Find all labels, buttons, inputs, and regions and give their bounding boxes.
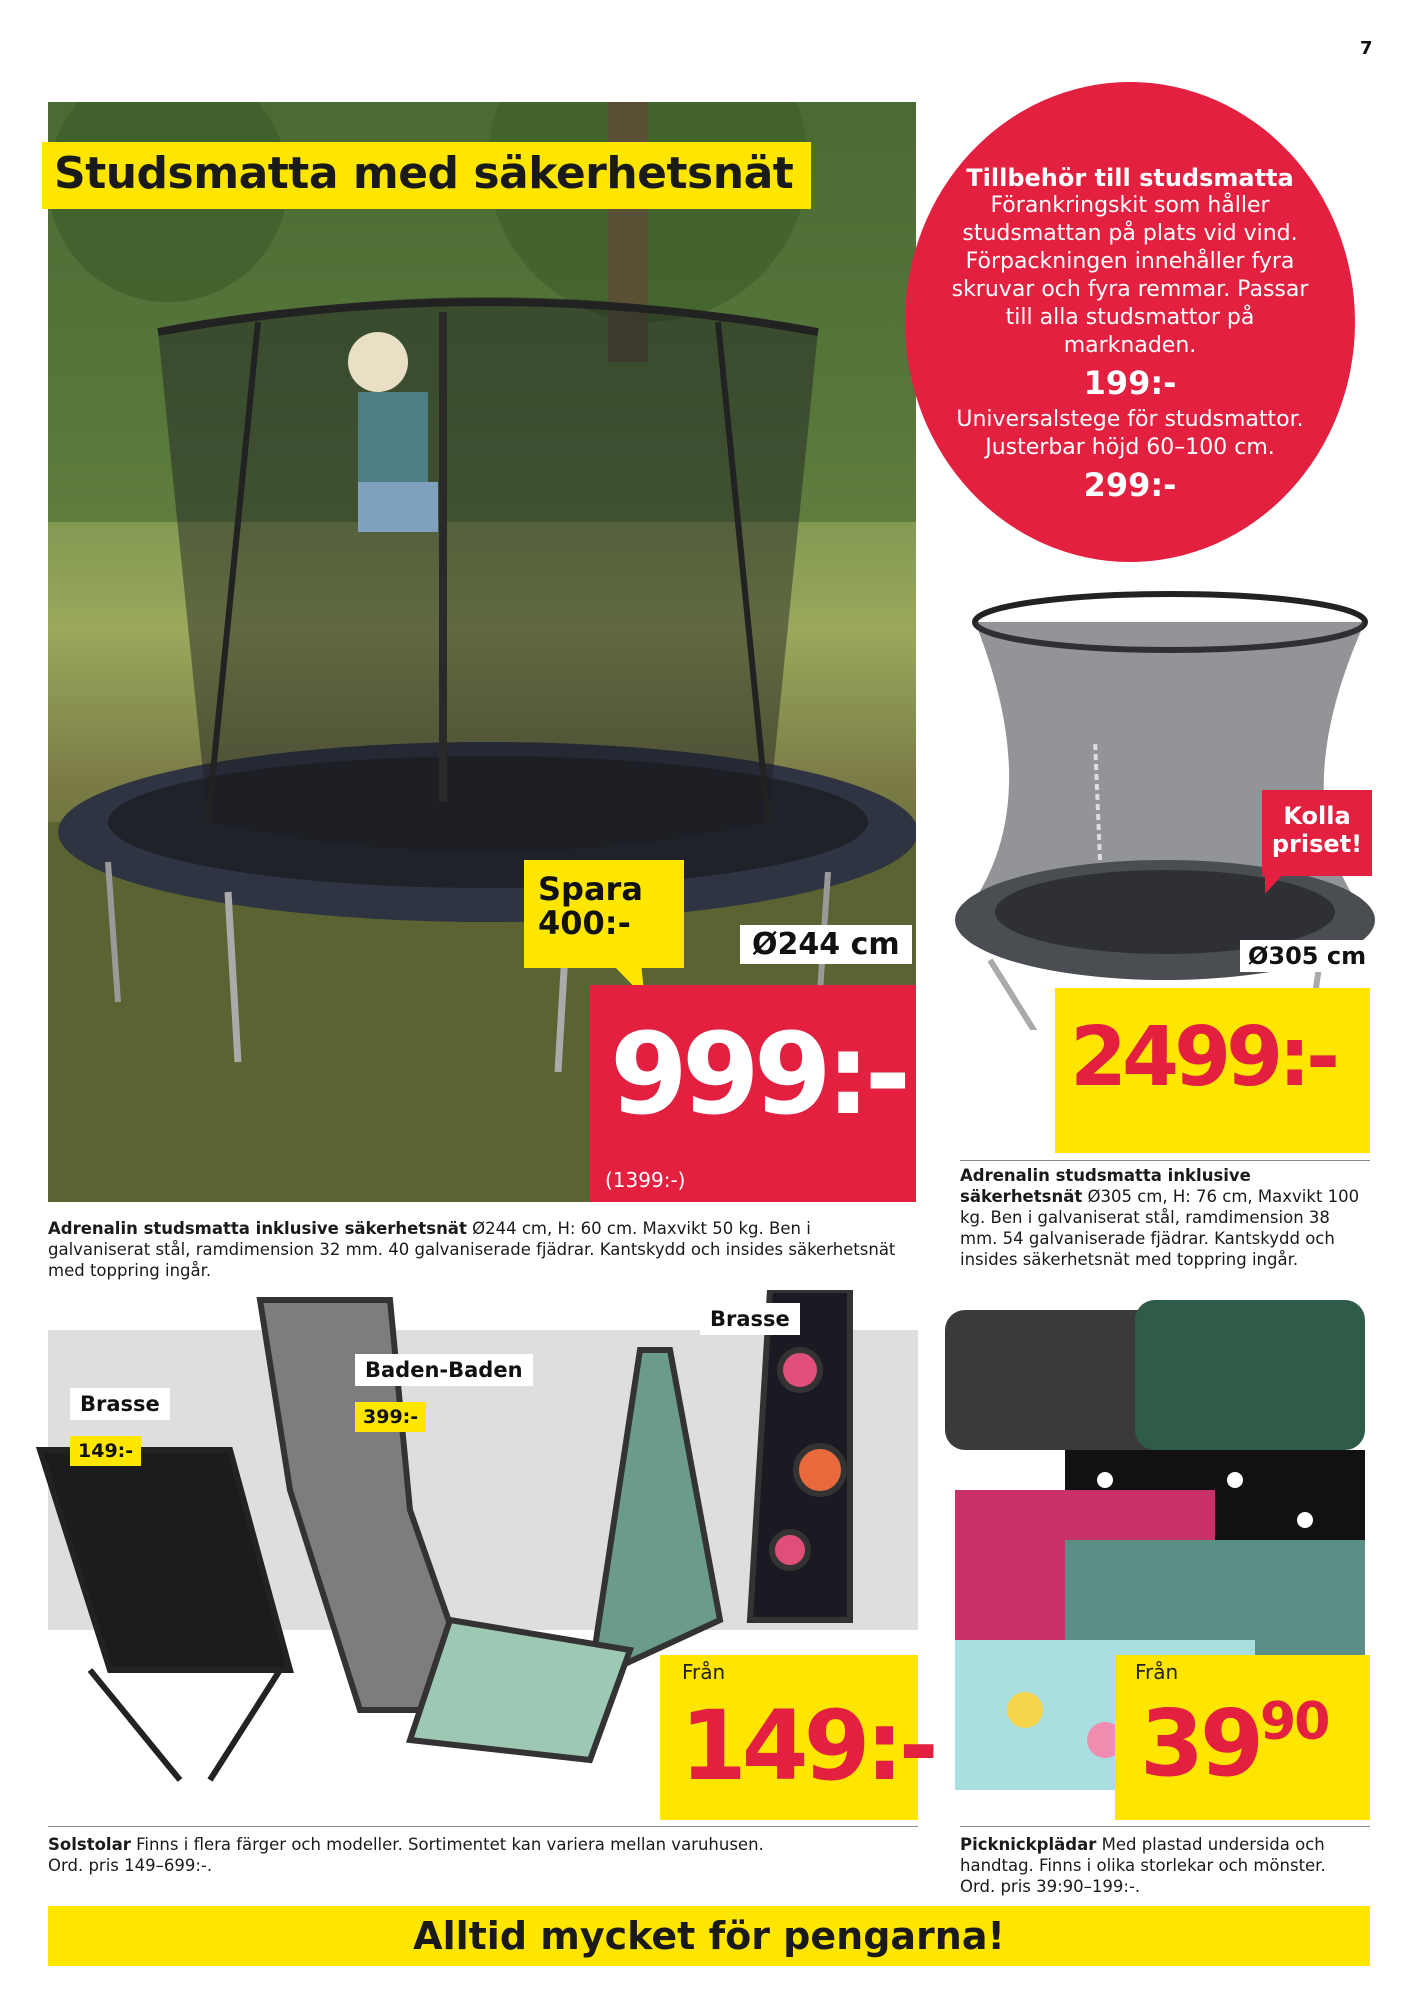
check-price-badge-tail (1265, 870, 1287, 894)
trampoline-305-description (960, 1165, 1360, 1270)
picnic-price-main: 39 (1140, 1690, 1261, 1797)
divider (960, 1826, 1370, 1827)
chair-label-baden-baden: Baden-Baden (355, 1354, 533, 1386)
diameter-244: Ø244 cm (740, 925, 912, 964)
picnic-price (1140, 1690, 1328, 1797)
chair-price-brasse-1: 149:- (70, 1436, 141, 1466)
picnic-ordinary-price: Ord. pris 39:90–199:-. (960, 1877, 1141, 1896)
chairs-price: 149:- (680, 1690, 934, 1802)
divider (960, 1160, 1370, 1161)
page-number: 7 (1360, 38, 1373, 59)
check-price-badge: Kolla priset! (1262, 790, 1372, 876)
trampoline-244-desc-body: Ø244 cm, H: 60 cm. Maxvikt 50 kg. Ben i galvaniserat stål, ramdimension 32 mm. 40 galvaniserade fjädrar. Kantskydd och insides säkerhetsnät med toppring ingår. (48, 1219, 896, 1280)
picnic-from-label: Från (1135, 1660, 1179, 1684)
chair-price-baden-baden: 399:- (355, 1402, 426, 1432)
ordinary-price-244: (1399:-) (605, 1168, 686, 1192)
trampoline-244-desc-title: Adrenalin studsmatta inklusive säkerhetsnät (48, 1219, 467, 1238)
chairs-desc-title: Solstolar (48, 1835, 131, 1854)
picnic-desc-body: Med plastad undersida och handtag. Finns i olika storlekar och mönster. (960, 1835, 1326, 1875)
anchor-kit-text: Förankringskit som håller studsmattan på plats vid vind. Förpackningen innehåller fyra skruvar och fyra remmar. Passar till alla studsmattor på marknaden. (951, 193, 1309, 358)
picnic-price-cents: 90 (1260, 1692, 1329, 1752)
anchor-kit-price: 199:- (1083, 364, 1177, 402)
headline: Studsmatta med säkerhetsnät (42, 142, 811, 209)
picnic-description (960, 1834, 1360, 1897)
chair-label-brasse-2: Brasse (700, 1303, 800, 1335)
chair-label-brasse-1: Brasse (70, 1388, 170, 1420)
trampoline-305-desc-body: Ø305 cm, H: 76 cm, Maxvikt 100 kg. Ben i galvaniserat stål, ramdimension 38 mm. 54 galvaniserade fjädrar. Kantskydd och insides säkerhetsnät med toppring ingår. (960, 1187, 1360, 1269)
chairs-ordinary-price: Ord. pris 149–699:-. (48, 1856, 213, 1875)
trampoline-305-desc-title: Adrenalin studsmatta inklusive säkerhetsnät (960, 1166, 1251, 1206)
ladder-price: 299:- (1083, 466, 1177, 504)
chairs-description (48, 1834, 918, 1876)
footer-slogan: Alltid mycket för pengarna! (48, 1906, 1370, 1966)
accessories-title: Tillbehör till studsmatta (966, 164, 1294, 192)
chairs-desc-body: Finns i flera färger och modeller. Sortimentet kan variera mellan varuhusen. (130, 1835, 764, 1854)
divider (48, 1826, 918, 1827)
accessories-circle (905, 82, 1355, 562)
save-badge: Spara 400:- (524, 860, 684, 968)
diameter-305: Ø305 cm (1240, 940, 1374, 972)
trampoline-244-description (48, 1218, 918, 1281)
chairs-from-label: Från (682, 1660, 726, 1684)
price-305: 2499:- (1070, 1010, 1336, 1105)
price-244: 999:- (610, 1010, 906, 1140)
picnic-desc-title: Picknickplädar (960, 1835, 1097, 1854)
ladder-text: Universalstege för studsmattor. Justerbar höjd 60–100 cm. (956, 407, 1304, 460)
